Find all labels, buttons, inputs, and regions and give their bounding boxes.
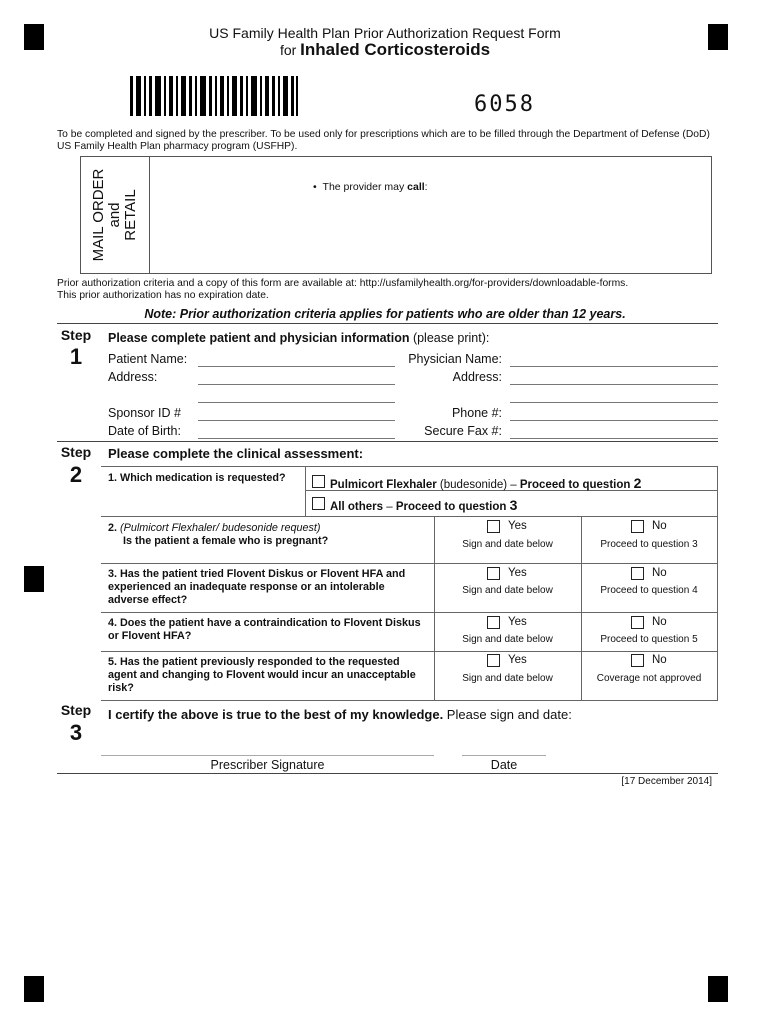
all-others-dash: –: [383, 501, 396, 513]
sponsor-id-label: Sponsor ID #: [108, 406, 181, 420]
patient-address-field-2[interactable]: [198, 402, 395, 403]
form-revision-date: [17 December 2014]: [621, 776, 712, 787]
bottom-rule: [57, 773, 718, 774]
signature-date-field[interactable]: [462, 755, 546, 756]
intro-text: To be completed and signed by the prescriber. To be used only for prescriptions which are to be filled through the Department of Defense (DoD) US Family Health Plan pharmacy program (USFHP).: [57, 129, 710, 152]
q3-yes-sub: Sign and date below: [462, 585, 553, 596]
sponsor-id-field[interactable]: [198, 420, 395, 421]
step2-heading: Please complete the clinical assessment:: [108, 446, 364, 461]
q4-no-label: No: [652, 616, 667, 628]
q5-bottom-border: [101, 700, 718, 701]
step3-number: 3: [69, 720, 83, 745]
patient-name-label: Patient Name:: [108, 352, 188, 366]
q5-no-sub: Coverage not approved: [596, 673, 702, 684]
and-label: and: [106, 202, 123, 228]
q5-yes-checkbox[interactable]: [487, 654, 500, 667]
form-title: US Family Health Plan Prior Authorization Request Form: [209, 25, 561, 41]
criteria-text: [57, 278, 717, 302]
dob-field[interactable]: [198, 438, 395, 439]
q1-pulmicort-option: [330, 475, 641, 491]
bullet-icon: •: [313, 181, 317, 193]
phone-label: Phone #:: [451, 406, 502, 420]
q1-column-divider: [305, 466, 306, 516]
q4-yes-sub: Sign and date below: [462, 634, 553, 645]
step3-label: Step: [60, 702, 92, 718]
q1-pulmicort-checkbox[interactable]: [312, 475, 325, 488]
q2-text: [108, 522, 428, 548]
step1-label: Step: [60, 327, 92, 343]
q3-yes-label: Yes: [508, 567, 527, 579]
q2-question: Is the patient a female who is pregnant?: [123, 535, 329, 547]
registration-mark-bottom-left: [24, 976, 44, 1002]
table-top-border: [101, 466, 718, 467]
physician-address-label: Address:: [452, 370, 502, 384]
call-bold: call: [407, 181, 425, 193]
criteria-line-2: This prior authorization has no expiration date.: [57, 290, 269, 301]
q1-text: 1. Which medication is requested?: [108, 472, 286, 484]
budesonide-label: (budesonide) –: [436, 479, 520, 491]
all-others-label: All others: [330, 501, 384, 513]
registration-mark-mid-left: [24, 566, 44, 592]
subtitle-prefix: for: [279, 42, 297, 58]
physician-name-label: Physician Name:: [408, 352, 502, 366]
certify-statement: [108, 707, 572, 722]
drug-class-title: Inhaled Corticosteroids: [300, 40, 491, 59]
q4-bottom-border: [101, 651, 718, 652]
age-note: Note: Prior authorization criteria applies for patients who are older than 12 years.: [144, 307, 626, 321]
provider-call-note: [313, 181, 428, 193]
q2-no-sub: Proceed to question 3: [600, 539, 698, 550]
patient-name-field[interactable]: [198, 366, 395, 367]
mail-order-box: [80, 156, 712, 274]
retail-label: RETAIL: [122, 189, 139, 241]
q1-proceed-label-1: Proceed to question: [519, 479, 634, 491]
form-subtitle: [0, 40, 770, 60]
step1-number: 1: [69, 344, 83, 369]
mail-order-side-label: [80, 156, 150, 274]
q1-all-others-option: [330, 497, 517, 513]
mail-order-vertical-text: [91, 169, 139, 262]
q2-italic-note: (Pulmicort Flexhaler/ budesonide request): [120, 522, 321, 534]
step2-number: 2: [69, 462, 83, 487]
step2-label: Step: [60, 444, 92, 460]
q4-no-checkbox[interactable]: [631, 616, 644, 629]
registration-mark-bottom-right: [708, 976, 728, 1002]
q3-no-label: No: [652, 567, 667, 579]
step1-heading-suffix: (please print):: [409, 331, 490, 345]
physician-address-field-2[interactable]: [510, 402, 718, 403]
q2-yes-label: Yes: [508, 520, 527, 532]
form-number: 6058: [474, 92, 535, 117]
step1-heading: [108, 331, 489, 345]
criteria-line-1: Prior authorization criteria and a copy of this form are available at: http://usfamilyhealth.org/for-providers/downloadable-forms.: [57, 278, 629, 289]
q1-proceed-num-2: 3: [509, 497, 518, 513]
call-colon: :: [424, 181, 428, 193]
step1-top-rule: [57, 323, 718, 324]
mail-order-label: MAIL ORDER: [90, 168, 107, 262]
q5-yes-label: Yes: [508, 654, 527, 666]
pulmicort-label: Pulmicort Flexhaler: [330, 479, 437, 491]
q1-proceed-num-1: 2: [633, 475, 642, 491]
fax-field[interactable]: [510, 438, 718, 439]
step2-top-rule: [57, 441, 718, 442]
q1-bottom-border: [101, 516, 718, 517]
q3-no-checkbox[interactable]: [631, 567, 644, 580]
phone-field[interactable]: [510, 420, 718, 421]
step1-heading-bold: Please complete patient and physician information: [108, 331, 410, 345]
q4-yes-label: Yes: [508, 616, 527, 628]
physician-name-field[interactable]: [510, 366, 718, 367]
q2-number: 2.: [108, 522, 118, 534]
q1-proceed-label-2: Proceed to question: [395, 501, 510, 513]
q2-no-checkbox[interactable]: [631, 520, 644, 533]
q3-no-sub: Proceed to question 4: [600, 585, 698, 596]
q5-no-label: No: [652, 654, 667, 666]
date-label: Date: [490, 758, 518, 772]
q2-bottom-border: [101, 563, 718, 564]
call-text: The provider may: [322, 181, 408, 193]
barcode: [130, 76, 298, 116]
prescriber-signature-field[interactable]: [101, 755, 434, 756]
fax-label: Secure Fax #:: [424, 424, 502, 438]
certify-bold: I certify the above is true to the best of my knowledge.: [108, 707, 444, 722]
dob-label: Date of Birth:: [108, 424, 181, 438]
q2-no-label: No: [652, 520, 667, 532]
q4-yes-checkbox[interactable]: [487, 616, 500, 629]
q5-yes-sub: Sign and date below: [462, 673, 553, 684]
certify-instruction: Please sign and date:: [443, 707, 572, 722]
q5-text: 5. Has the patient previously responded to the requested agent and changing to Flovent would incur an unacceptable risk?: [108, 656, 416, 694]
prescriber-signature-label: Prescriber Signature: [210, 758, 325, 772]
q3-bottom-border: [101, 612, 718, 613]
physician-address-field-1[interactable]: [510, 384, 718, 385]
q5-no-checkbox[interactable]: [631, 654, 644, 667]
q4-no-sub: Proceed to question 5: [600, 634, 698, 645]
patient-address-label: Address:: [108, 370, 158, 384]
q3-text: 3. Has the patient tried Flovent Diskus or Flovent HFA and experienced an inadequate response or an intolerable adverse effect?: [108, 568, 406, 606]
q2-yes-checkbox[interactable]: [487, 520, 500, 533]
q3-yes-checkbox[interactable]: [487, 567, 500, 580]
table-right-border: [717, 466, 718, 700]
patient-address-field-1[interactable]: [198, 384, 395, 385]
q4-text: 4. Does the patient have a contraindication to Flovent Diskus or Flovent HFA?: [108, 617, 421, 642]
q1-all-others-checkbox[interactable]: [312, 497, 325, 510]
q2-yes-sub: Sign and date below: [462, 539, 553, 550]
